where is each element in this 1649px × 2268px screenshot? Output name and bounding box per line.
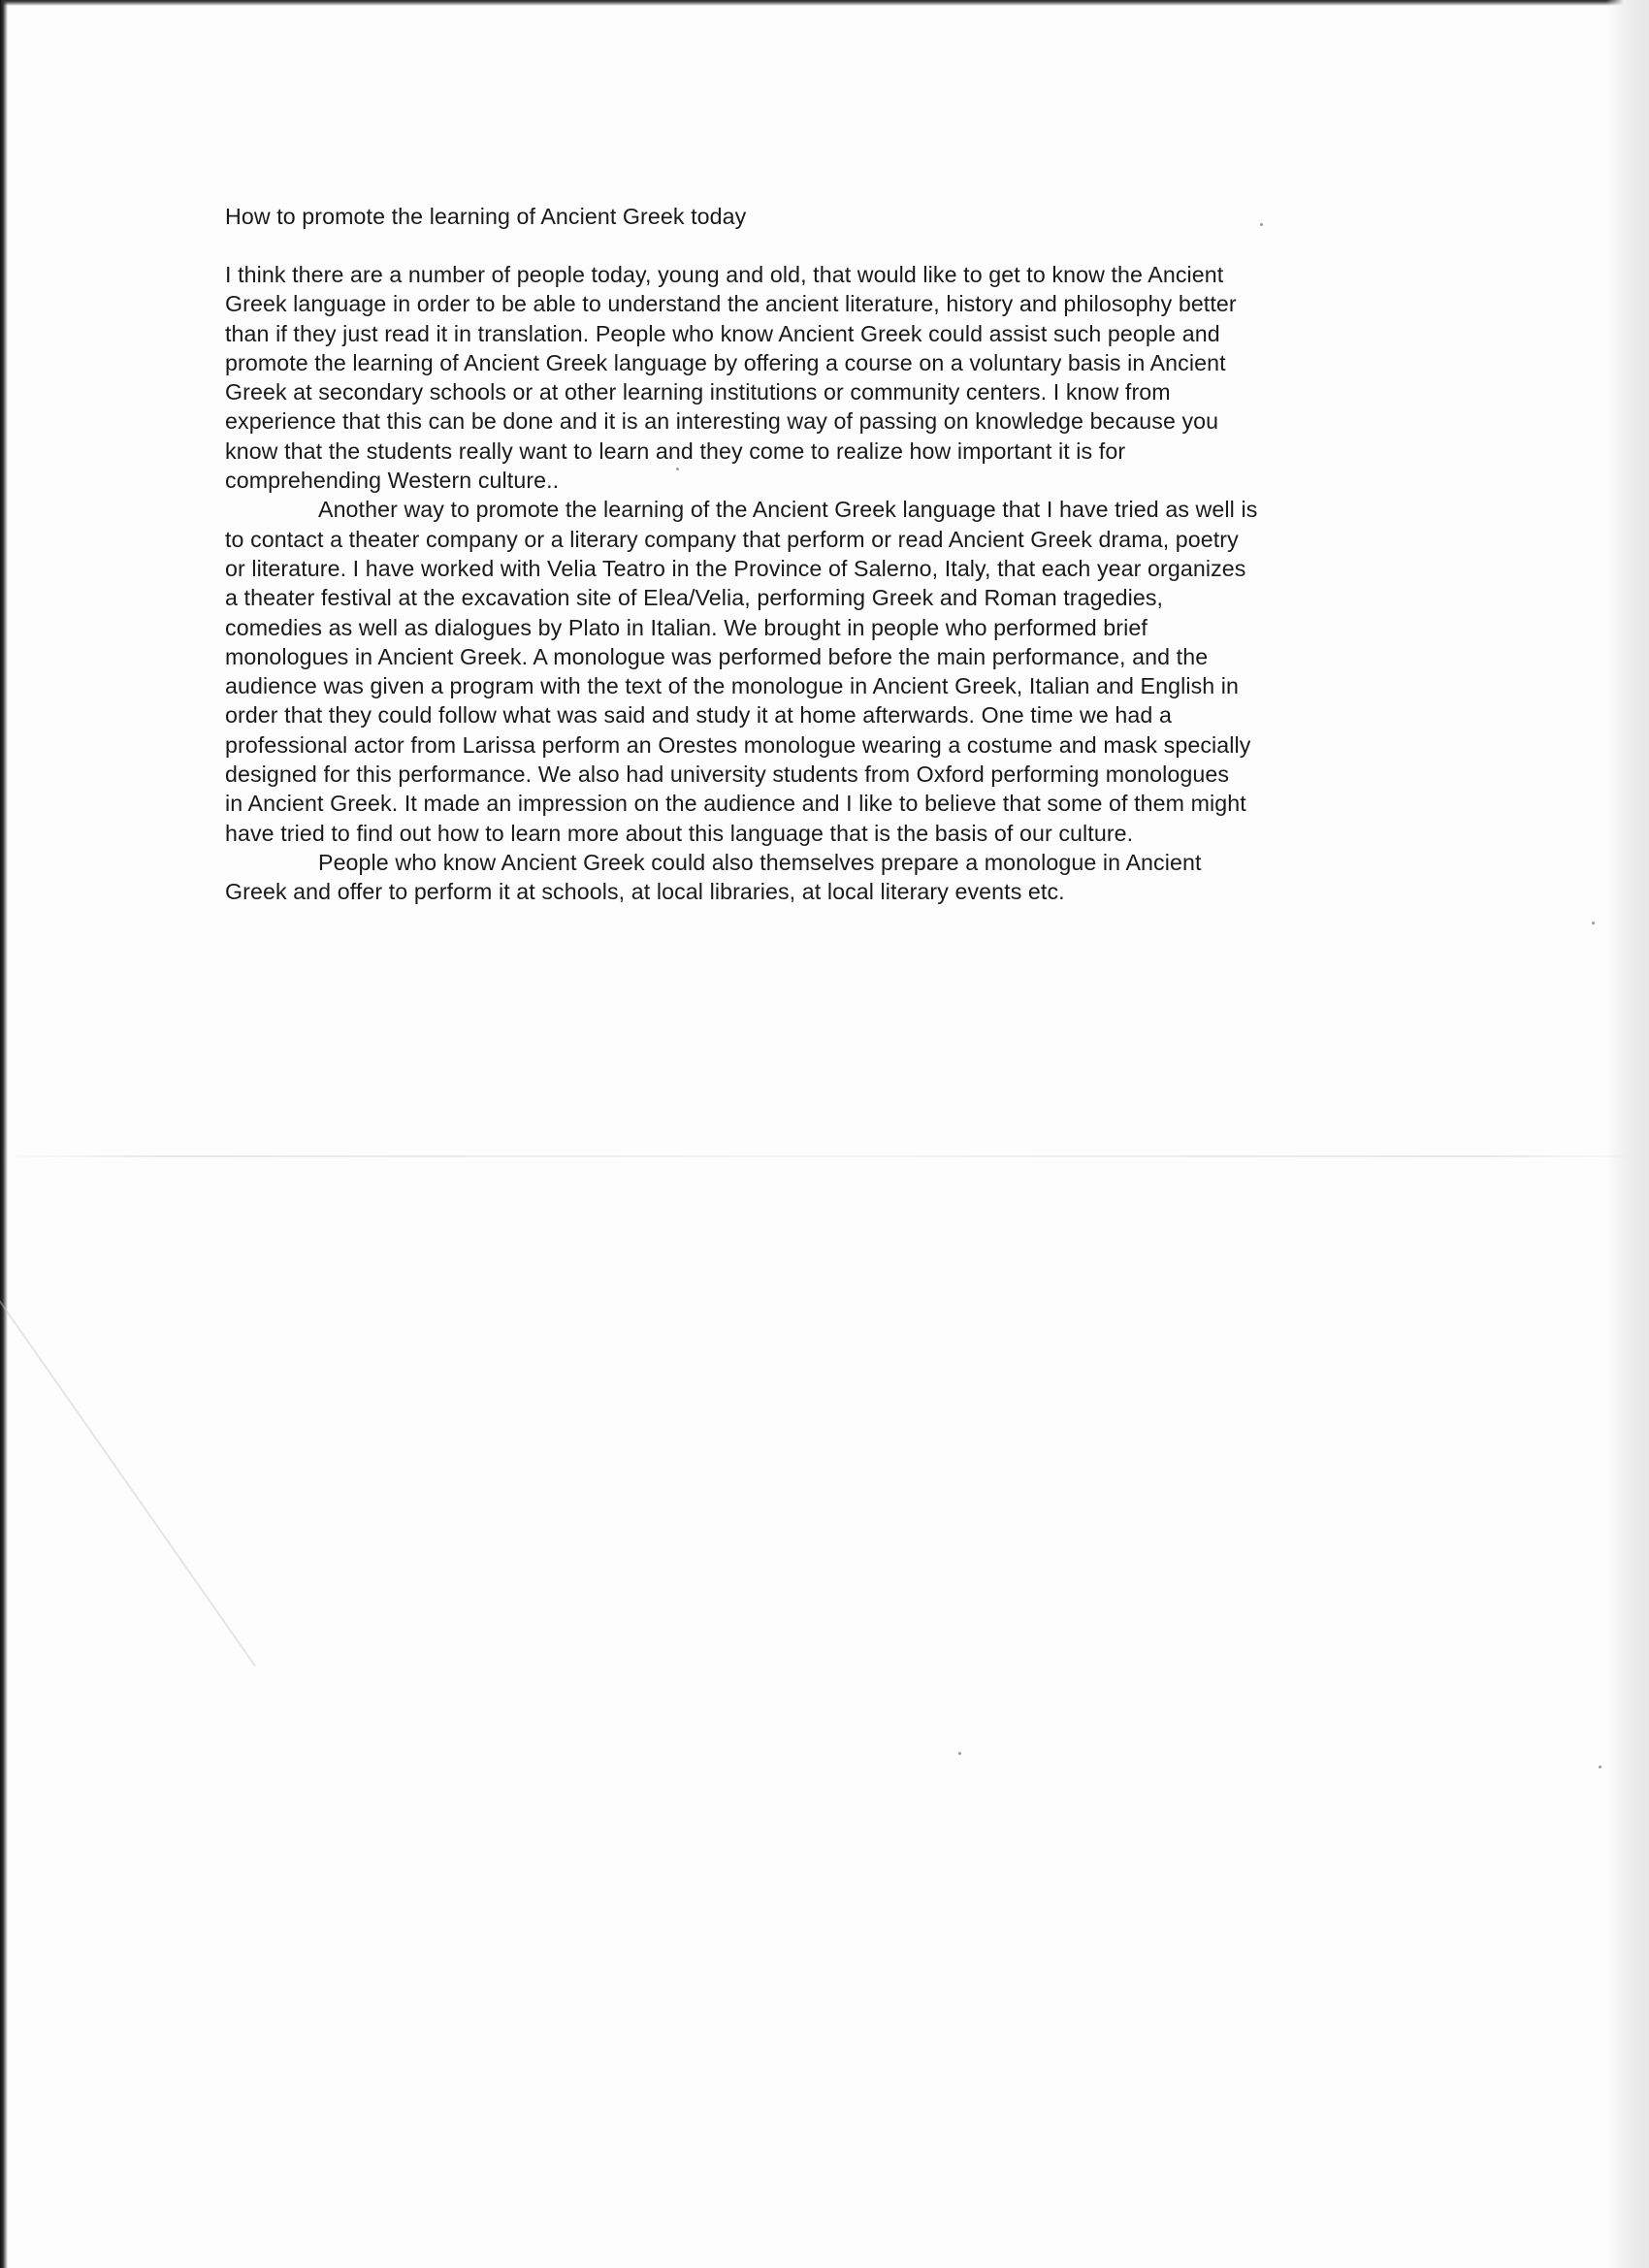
text-line: a theater festival at the excavation site of Elea/Velia, performing Greek and Roman tragedies, [225,585,1164,611]
paragraph-2 [225,495,1389,848]
paper-speck [1592,922,1595,924]
text-line: promote the learning of Ancient Greek language by offering a course on a voluntary basis in Ancient [225,349,1226,375]
text-line: designed for this performance. We also had university students from Oxford performing monologues [225,761,1230,788]
text-line: in Ancient Greek. It made an impression on the audience and I like to believe that some of them might [225,791,1246,817]
scanner-edge-left [0,0,8,2268]
text-line: audience was given a program with the text of the monologue in Ancient Greek, Italian and English in [225,673,1240,699]
paragraph-1 [225,260,1389,495]
paragraph-3 [225,848,1389,907]
document-title: How to promote the learning of Ancient Greek today [225,204,747,229]
document-body [225,260,1389,907]
text-line: comedies as well as dialogues by Plato in Italian. We brought in people who performed brief [225,614,1148,640]
text-line: order that they could follow what was said and study it at home afterwards. One time we had a [225,702,1172,729]
text-line: Greek and offer to perform it at schools, at local libraries, at local literary events etc. [225,879,1065,905]
text-line: Greek language in order to be able to understand the ancient literature, history and philosophy better [225,291,1237,317]
text-line: comprehending Western culture.. [225,468,560,494]
text-line: or literature. I have worked with Velia Teatro in the Province of Salerno, Italy, that each year organizes [225,555,1246,581]
scanner-edge-right [1606,0,1649,2268]
document [225,202,1389,907]
paper-crease [0,1300,256,1667]
text-line: to contact a theater company or a literary company that perform or read Ancient Greek drama, poetry [225,526,1239,552]
text-line: know that the students really want to learn and they come to realize how important it is for [225,437,1126,464]
text-line: experience that this can be done and it is an interesting way of passing on knowledge because you [225,408,1219,435]
text-line: have tried to find out how to learn more about this language that is the basis of our culture. [225,820,1134,846]
text-line: monologues in Ancient Greek. A monologue was performed before the main performance, and the [225,643,1209,669]
text-line: Another way to promote the learning of the Ancient Greek language that I have tried as well is [318,497,1258,523]
scanner-edge-top [0,0,1649,6]
text-line: professional actor from Larissa perform an Orestes monologue wearing a costume and mask specially [225,731,1251,758]
text-line: than if they just read it in translation. People who know Ancient Greek could assist such people and [225,320,1220,346]
paper-speck [1599,1766,1601,1768]
paper-speck [958,1752,961,1755]
text-line: People who know Ancient Greek could also themselves prepare a monologue in Ancient [318,849,1202,875]
text-line: Greek at secondary schools or at other learning institutions or community centers. I know from [225,379,1171,405]
text-line: I think there are a number of people today, young and old, that would like to get to know the Ancient [225,262,1224,287]
paper-fold-line [0,1155,1649,1157]
